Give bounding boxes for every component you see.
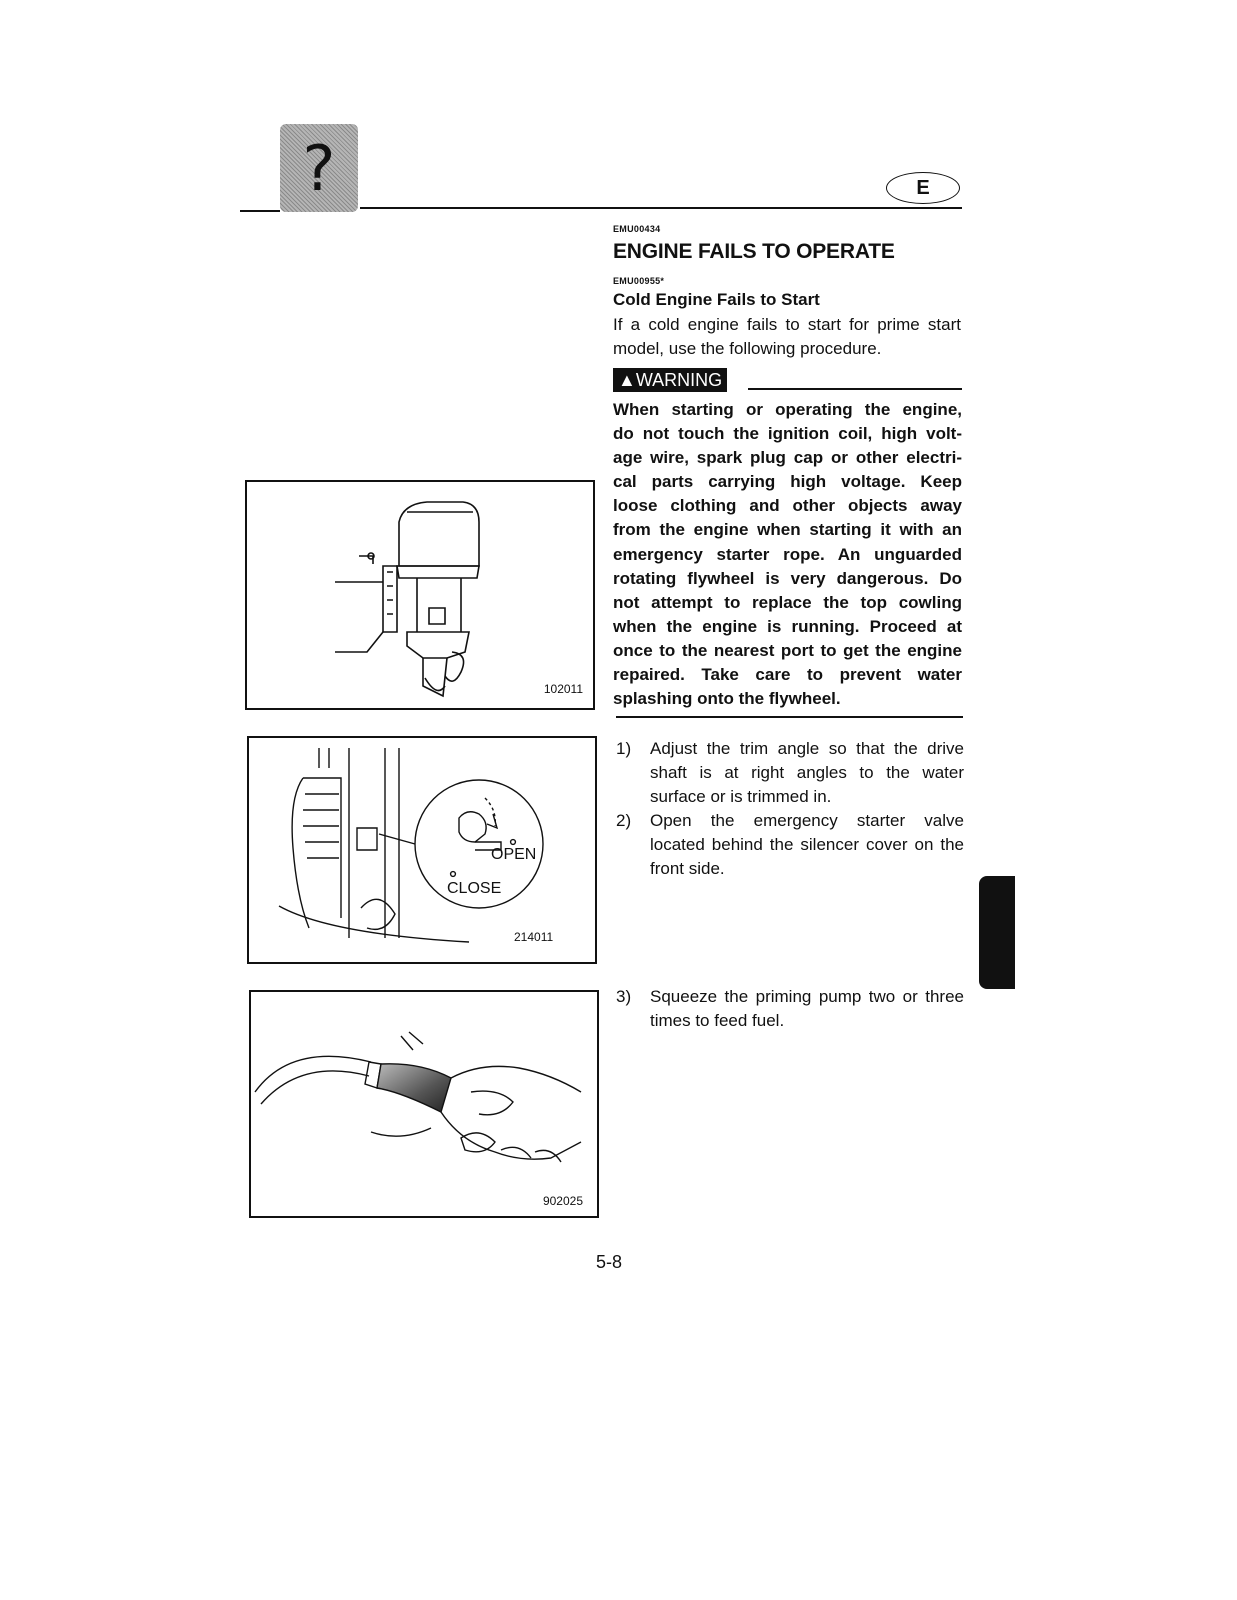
step-text: Squeeze the priming pump two or three times to feed fuel. xyxy=(650,987,964,1030)
warning-line: once to the nearest port to get the engine xyxy=(613,640,962,660)
header-rule-left xyxy=(240,210,280,212)
warning-line: When starting or operating the engine, xyxy=(613,400,962,419)
warning-line: splashing onto the flywheel. xyxy=(613,689,841,709)
warning-line: from the engine when starting it with an xyxy=(613,520,962,540)
warning-end-rule xyxy=(616,716,963,718)
step-item xyxy=(616,809,964,889)
warning-line: rotating flywheel is very dangerous. Do xyxy=(613,568,962,588)
intro-paragraph: If a cold engine fails to start for prime start model, use the following procedure. xyxy=(613,315,961,358)
section-tab-marker xyxy=(979,876,1015,989)
header-rule xyxy=(360,207,962,209)
figure-code: 102011 xyxy=(543,682,583,696)
question-mark-glyph: ? xyxy=(302,132,336,205)
warning-line: cal parts carrying high voltage. Keep xyxy=(613,472,962,492)
subsection-title: Cold Engine Fails to Start xyxy=(613,290,820,309)
valve-close-label: CLOSE xyxy=(447,880,502,897)
warning-badge xyxy=(613,368,727,392)
section-title: ENGINE FAILS TO OPERATE xyxy=(613,240,895,263)
warning-triangle-icon: ▲ xyxy=(618,370,636,390)
step-text: Open the emergency starter valve located behind the silencer cover on the front side. xyxy=(650,811,964,878)
valve-open-label: OPEN xyxy=(491,846,537,863)
warning-line: age wire, spark plug cap or other electri- xyxy=(613,448,962,468)
question-mark-icon xyxy=(280,124,358,212)
subsection-code: EMU00955* xyxy=(613,276,665,286)
step-item xyxy=(616,985,964,1041)
warning-label: WARNING xyxy=(635,370,723,390)
warning-line: emergency starter rope. An unguarded xyxy=(613,544,962,564)
step-text: Adjust the trim angle so that the drive shaft is at right angles to the water surface or is trimmed in. xyxy=(650,739,964,806)
figure-code: 902025 xyxy=(542,1194,583,1208)
warning-line: when the engine is running. Proceed at xyxy=(613,616,962,636)
figure-priming-pump xyxy=(249,990,599,1218)
warning-line: loose clothing and other objects away xyxy=(613,496,962,516)
step-number: 1) xyxy=(616,739,632,758)
step-number: 2) xyxy=(616,811,632,830)
figure-starter-valve xyxy=(247,736,597,964)
figure-outboard-engine xyxy=(245,480,595,710)
section-code: EMU00434 xyxy=(613,224,661,234)
page-number: 5-8 xyxy=(596,1252,623,1272)
language-badge: E xyxy=(886,172,960,204)
warning-line: not attempt to replace the top cowling xyxy=(613,592,962,612)
warning-body xyxy=(613,398,962,711)
outboard-engine-illustration xyxy=(247,482,593,708)
warning-rule xyxy=(748,388,962,390)
figure-code: 214011 xyxy=(514,930,554,944)
warning-line: do not touch the ignition coil, high volt- xyxy=(613,424,962,444)
starter-valve-illustration xyxy=(249,738,595,962)
step-number: 3) xyxy=(616,987,632,1006)
warning-line: repaired. Take care to prevent water xyxy=(613,665,962,685)
priming-pump-illustration xyxy=(251,992,597,1216)
step-item xyxy=(616,737,964,817)
